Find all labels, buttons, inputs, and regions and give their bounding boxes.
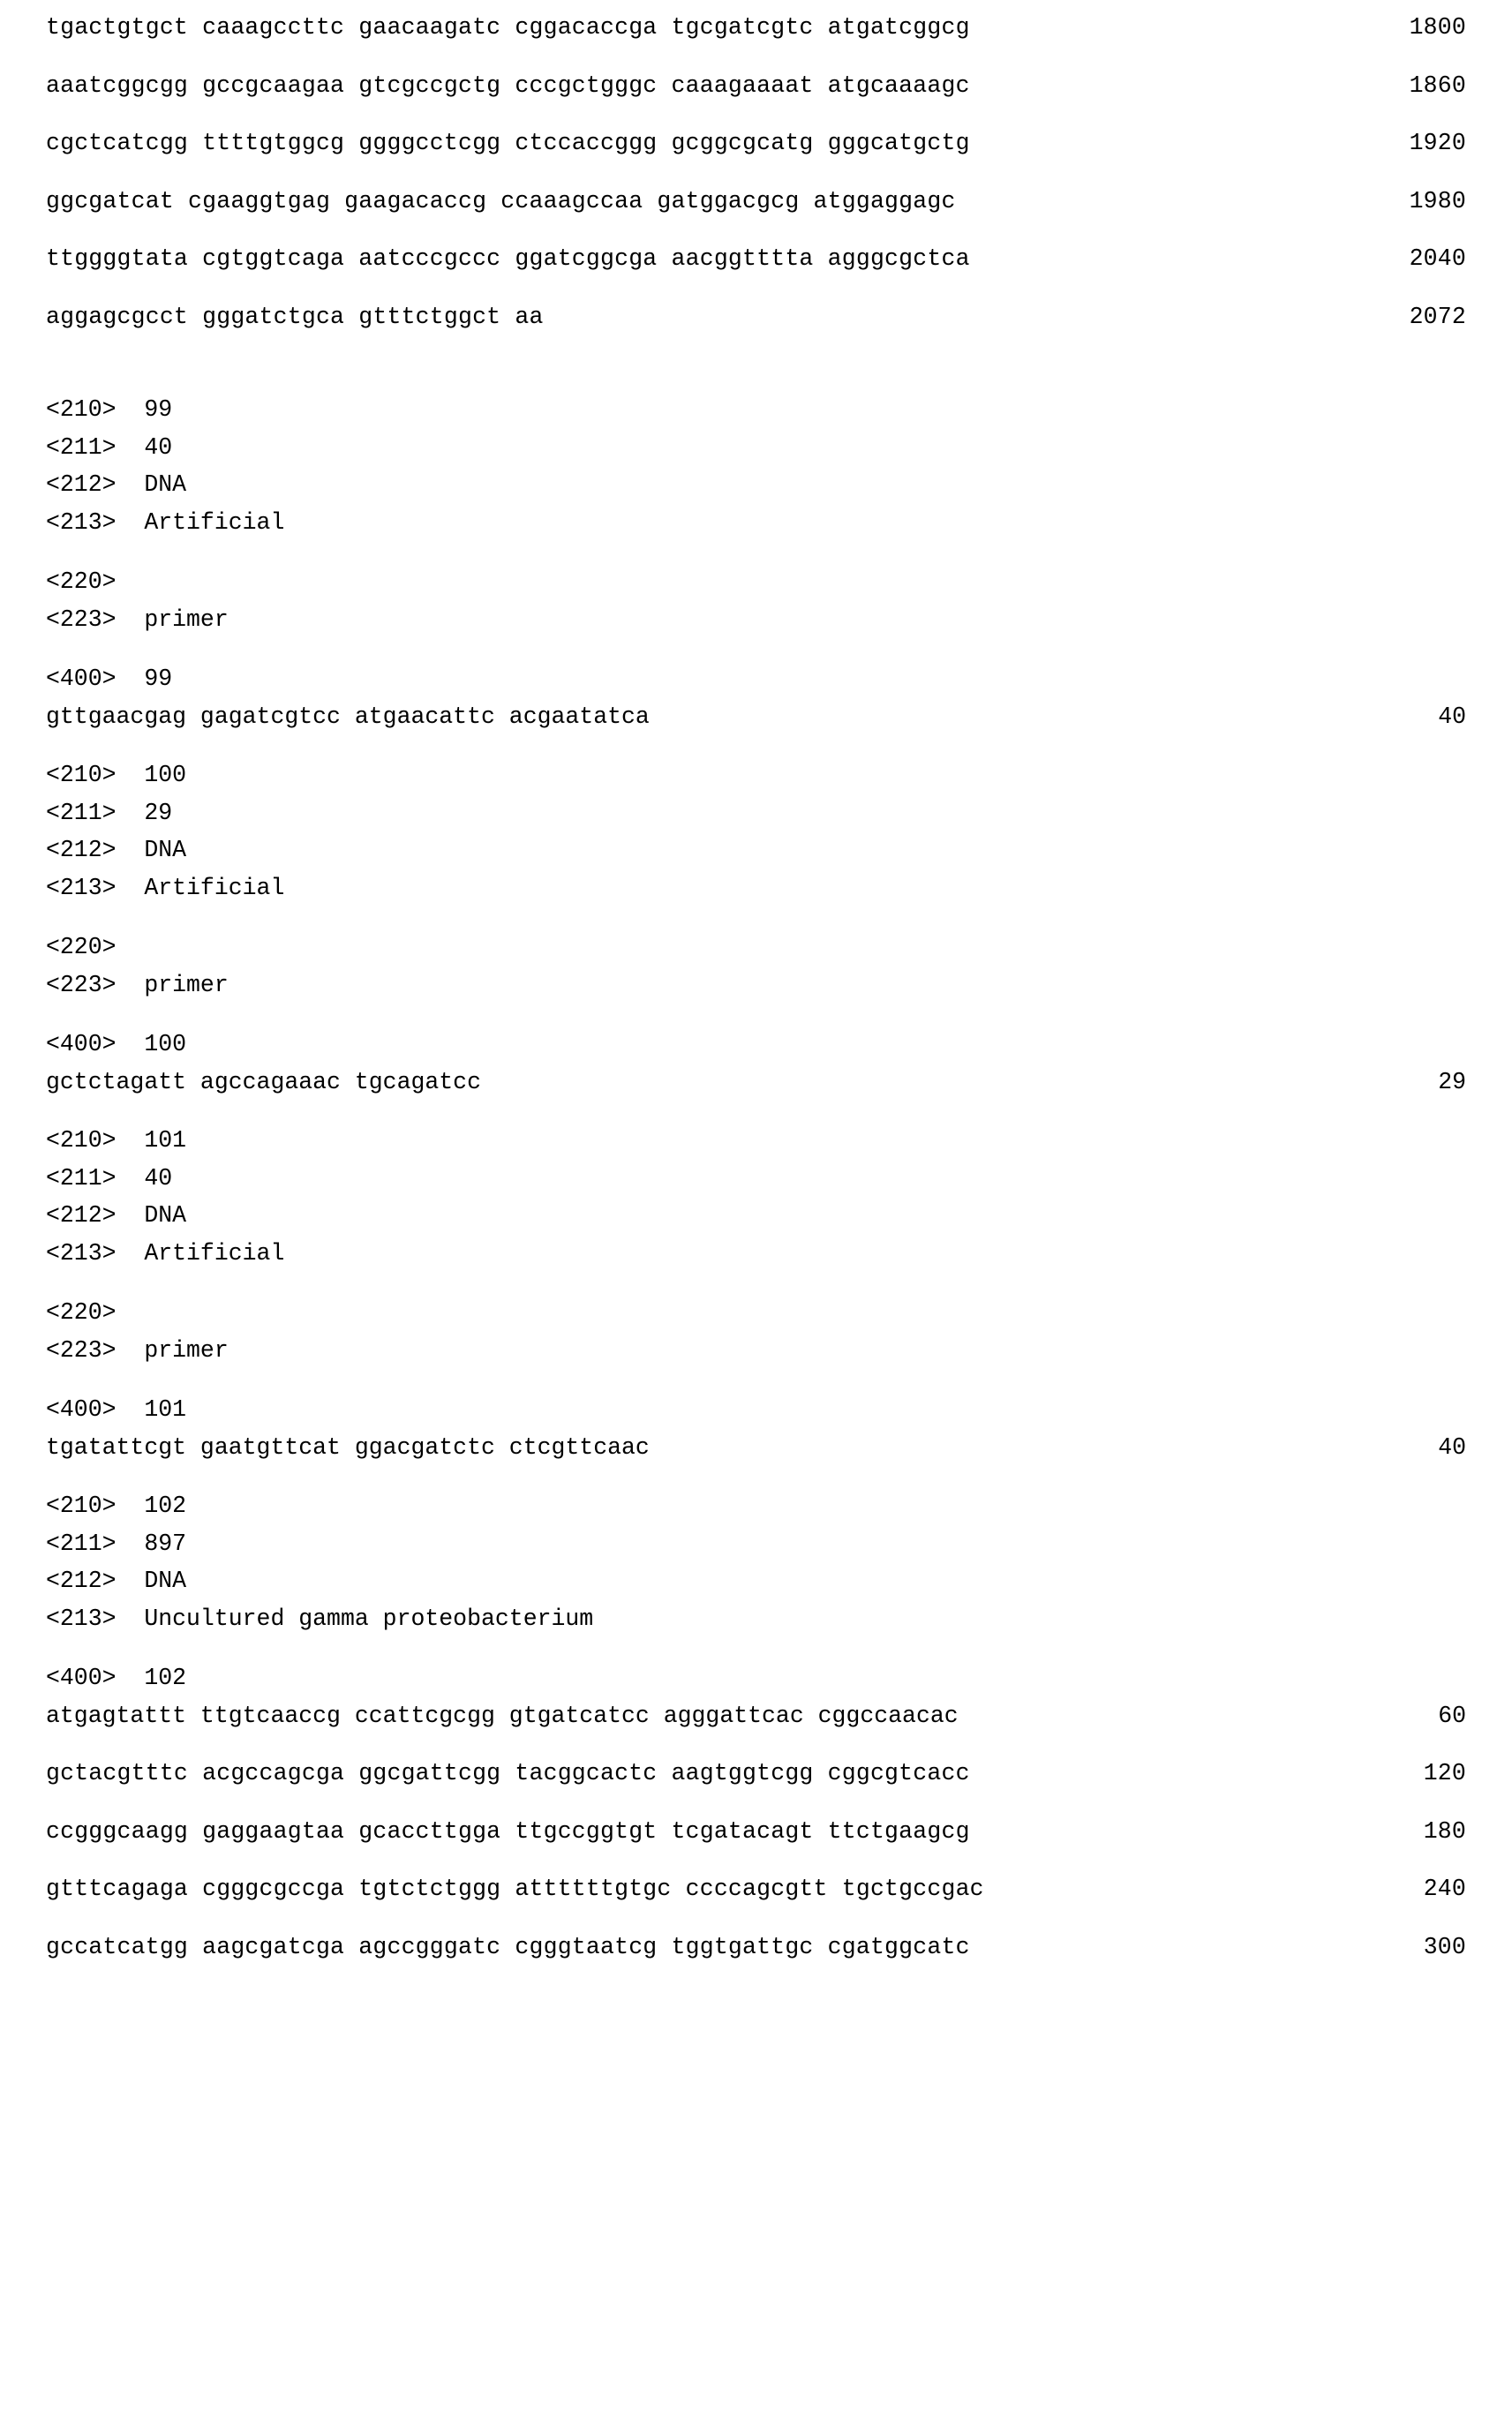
- sequence-text: tgatattcgt gaatgttcat ggacgatctc ctcgttcaac: [46, 1433, 650, 1461]
- field-400: <400> 102: [46, 1665, 187, 1691]
- field-spacer: [46, 645, 1466, 667]
- sequence-row: [46, 1433, 1466, 1461]
- block-spacer: [46, 363, 1466, 398]
- sequence-position: 40: [1438, 1433, 1466, 1461]
- sequence-text: ccgggcaagg gaggaagtaa gcaccttgga ttgccggtgt tcgatacagt ttctgaagcg: [46, 1817, 970, 1845]
- field-spacer: [46, 1644, 1466, 1666]
- sequence-text: ggcgatcat cgaaggtgag gaagacaccg ccaaagccaa gatggacgcg atggaggagc: [46, 187, 956, 214]
- sequence-row: [46, 16, 1466, 40]
- field-213: <213> Artificial: [46, 508, 285, 536]
- field-spacer: [46, 1279, 1466, 1301]
- field-210: <210> 99: [46, 396, 173, 423]
- sequence-position: 180: [1423, 1817, 1466, 1845]
- field-spacer: [46, 914, 1466, 936]
- field-223: <223> primer: [46, 971, 229, 998]
- sequence-text: gttgaacgag gagatcgtcc atgaacattc acgaatatca: [46, 703, 650, 730]
- sequence-row: [46, 132, 1466, 155]
- sequence-row: [46, 1877, 1466, 1901]
- sequence-row: [46, 705, 1466, 729]
- sequence-position: 120: [1423, 1760, 1466, 1786]
- sequence-text: gctctagatt agccagaaac tgcagatcc: [46, 1068, 481, 1095]
- field-213: <213> Artificial: [46, 874, 285, 901]
- block-spacer: [46, 728, 1466, 763]
- sequence-position: 2072: [1409, 303, 1466, 330]
- sequence-text: aggagcgcct gggatctgca gtttctggct aa: [46, 303, 544, 330]
- sequence-position: 60: [1438, 1702, 1466, 1729]
- sequence-position: 1800: [1409, 14, 1466, 41]
- field-223: <223> primer: [46, 1336, 229, 1364]
- sequence-text: gtttcagaga cgggcgccga tgtctctggg attttttgtgc ccccagcgtt tgctgccgac: [46, 1876, 984, 1902]
- sequence-text: atgagtattt ttgtcaaccg ccattcgcgg gtgatcatcc agggattcac cggccaacac: [46, 1702, 959, 1729]
- field-223: <223> primer: [46, 605, 229, 633]
- field-212: <212> DNA: [46, 837, 187, 863]
- sequence-position: 1920: [1409, 130, 1466, 156]
- field-220: <220>: [46, 568, 117, 595]
- sequence-row: [46, 1817, 1466, 1845]
- sequence-position: 29: [1438, 1068, 1466, 1095]
- field-210: <210> 102: [46, 1493, 187, 1519]
- sequence-entry-102: [46, 1494, 1466, 1959]
- field-spacer: [46, 548, 1466, 570]
- field-400: <400> 99: [46, 666, 173, 692]
- field-210: <210> 101: [46, 1127, 187, 1154]
- sequence-position: 1860: [1409, 71, 1466, 99]
- field-220: <220>: [46, 1299, 117, 1326]
- sequence-position: 2040: [1409, 245, 1466, 272]
- block-spacer: [46, 1094, 1466, 1129]
- field-spacer: [46, 1376, 1466, 1398]
- sequence-entry-99: [46, 398, 1466, 728]
- sequence-row: [46, 1704, 1466, 1728]
- sequence-entry-101: [46, 1129, 1466, 1459]
- field-211: <211> 897: [46, 1530, 187, 1557]
- sequence-text: aaatcggcgg gccgcaagaa gtcgccgctg cccgctgggc caaagaaaat atgcaaaagc: [46, 71, 970, 99]
- top-sequence-block: [46, 16, 1466, 328]
- sequence-position: 40: [1438, 703, 1466, 730]
- field-220: <220>: [46, 934, 117, 960]
- sequence-text: tgactgtgct caaagccttc gaacaagatc cggacaccga tgcgatcgtc atgatcggcg: [46, 14, 970, 41]
- field-212: <212> DNA: [46, 471, 187, 498]
- field-213: <213> Uncultured gamma proteobacterium: [46, 1605, 594, 1632]
- field-212: <212> DNA: [46, 1202, 187, 1229]
- sequence-position: 300: [1423, 1933, 1466, 1960]
- field-400: <400> 100: [46, 1031, 187, 1057]
- sequence-row: [46, 187, 1466, 214]
- sequence-position: 1980: [1409, 187, 1466, 214]
- field-211: <211> 40: [46, 433, 173, 461]
- field-210: <210> 100: [46, 762, 187, 788]
- sequence-text: ttggggtata cgtggtcaga aatcccgccc ggatcggcga aacggtttta agggcgctca: [46, 245, 970, 272]
- sequence-row: [46, 247, 1466, 271]
- sequence-row: [46, 1068, 1466, 1095]
- sequence-entry-100: [46, 763, 1466, 1094]
- sequence-text: gctacgtttc acgccagcga ggcgattcgg tacggcactc aagtggtcgg cggcgtcacc: [46, 1760, 970, 1786]
- field-211: <211> 40: [46, 1164, 173, 1192]
- field-213: <213> Artificial: [46, 1239, 285, 1267]
- field-spacer: [46, 1011, 1466, 1033]
- sequence-position: 240: [1423, 1876, 1466, 1902]
- field-211: <211> 29: [46, 799, 173, 826]
- block-spacer: [46, 1459, 1466, 1494]
- sequence-row: [46, 1762, 1466, 1786]
- field-400: <400> 101: [46, 1396, 187, 1423]
- sequence-text: gccatcatgg aagcgatcga agccgggatc cgggtaatcg tggtgattgc cgatggcatc: [46, 1933, 970, 1960]
- field-212: <212> DNA: [46, 1568, 187, 1594]
- sequence-text: cgctcatcgg ttttgtggcg ggggcctcgg ctccaccggg gcggcgcatg gggcatgctg: [46, 130, 970, 156]
- sequence-row: [46, 1933, 1466, 1960]
- sequence-row: [46, 305, 1466, 329]
- sequence-row: [46, 71, 1466, 99]
